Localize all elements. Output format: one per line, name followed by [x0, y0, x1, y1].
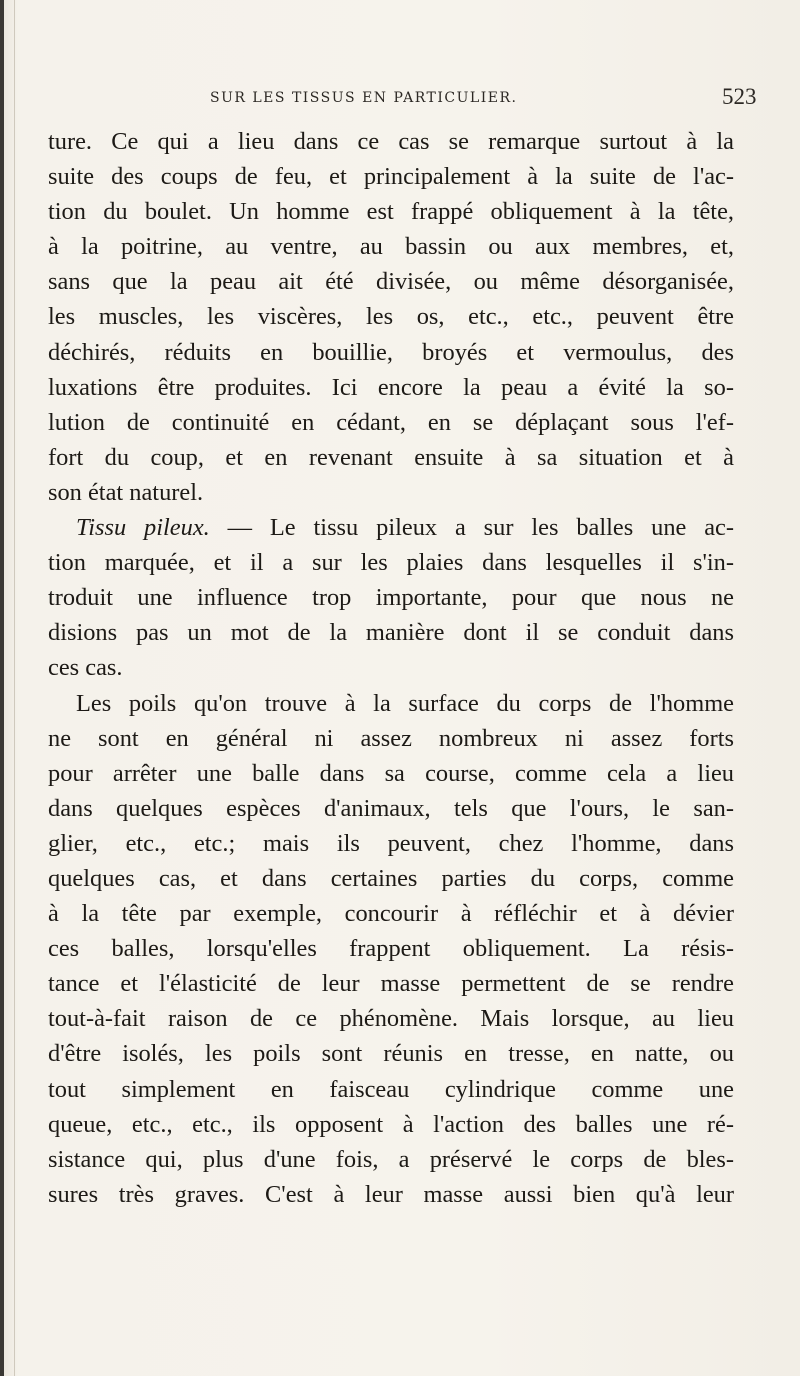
text-line: son état naturel.: [48, 478, 204, 506]
gutter-line: [14, 0, 15, 1376]
page-number: 523: [722, 84, 757, 109]
text-line: tout simplement en faisceau cylindrique comme une: [48, 1075, 734, 1103]
text-line: sures très graves. C'est à leur masse aussi bien qu'à leur: [48, 1180, 734, 1208]
text-line: ces balles, lorsqu'elles frappent obliquement. La résis-: [48, 935, 734, 963]
text-line: troduit une influence trop importante, pour que nous ne: [48, 584, 734, 612]
text-line: ne sont en général ni assez nombreux ni assez forts: [48, 724, 734, 752]
body-text: [48, 124, 734, 1212]
section-heading: Tissu pileux.: [76, 514, 210, 542]
text-line: tion du boulet. Un homme est frappé obliquement à la tête,: [48, 198, 734, 226]
text-line: suite des coups de feu, et principalement à la suite de l'ac-: [48, 163, 734, 191]
text-line: glier, etc., etc.; mais ils peuvent, chez l'homme, dans: [48, 829, 734, 857]
text-line: dans quelques espèces d'animaux, tels que l'ours, le san-: [48, 794, 734, 822]
text-line: tion marquée, et il a sur les plaies dans lesquelles il s'in-: [48, 549, 734, 577]
text-line: à la poitrine, au ventre, au bassin ou aux membres, et,: [48, 233, 734, 261]
text-line: Les poils qu'on trouve à la surface du corps de l'homme: [76, 689, 734, 717]
text-line: queue, etc., etc., ils opposent à l'action des balles une ré-: [48, 1110, 734, 1138]
text-line: tance et l'élasticité de leur masse permettent de se rendre: [48, 970, 734, 998]
text-line: luxations être produites. Ici encore la peau a évité la so-: [48, 373, 734, 401]
text-line: pour arrêter une balle dans sa course, comme cela a lieu: [48, 759, 734, 787]
text-line: sans que la peau ait été divisée, ou même désorganisée,: [48, 268, 734, 296]
binding-edge: [0, 0, 4, 1376]
running-head: SUR LES TISSUS EN PARTICULIER.: [210, 90, 518, 106]
text-line: tout-à-fait raison de ce phénomène. Mais lorsque, au lieu: [48, 1005, 734, 1033]
text-line: ture. Ce qui a lieu dans ce cas se remarque surtout à la: [48, 128, 734, 155]
text-line: ces cas.: [48, 654, 123, 682]
section-heading-line: [48, 510, 734, 545]
text-line: fort du coup, et en revenant ensuite à sa situation et à: [48, 443, 734, 471]
text-line: lution de continuité en cédant, en se déplaçant sous l'ef-: [48, 408, 734, 436]
text-line: les muscles, les viscères, les os, etc., etc., peuvent être: [48, 303, 734, 331]
section-heading-continuation: — Le tissu pileux a sur les balles une ac-: [209, 514, 734, 542]
text-line: disions pas un mot de la manière dont il se conduit dans: [48, 619, 734, 647]
text-line: quelques cas, et dans certaines parties du corps, comme: [48, 864, 734, 892]
text-line: sistance qui, plus d'une fois, a préservé le corps de bles-: [48, 1145, 734, 1173]
text-line: d'être isolés, les poils sont réunis en tresse, en natte, ou: [48, 1040, 734, 1068]
text-line: déchirés, réduits en bouillie, broyés et vermoulus, des: [48, 338, 734, 366]
text-line: à la tête par exemple, concourir à réfléchir et à dévier: [48, 900, 734, 928]
